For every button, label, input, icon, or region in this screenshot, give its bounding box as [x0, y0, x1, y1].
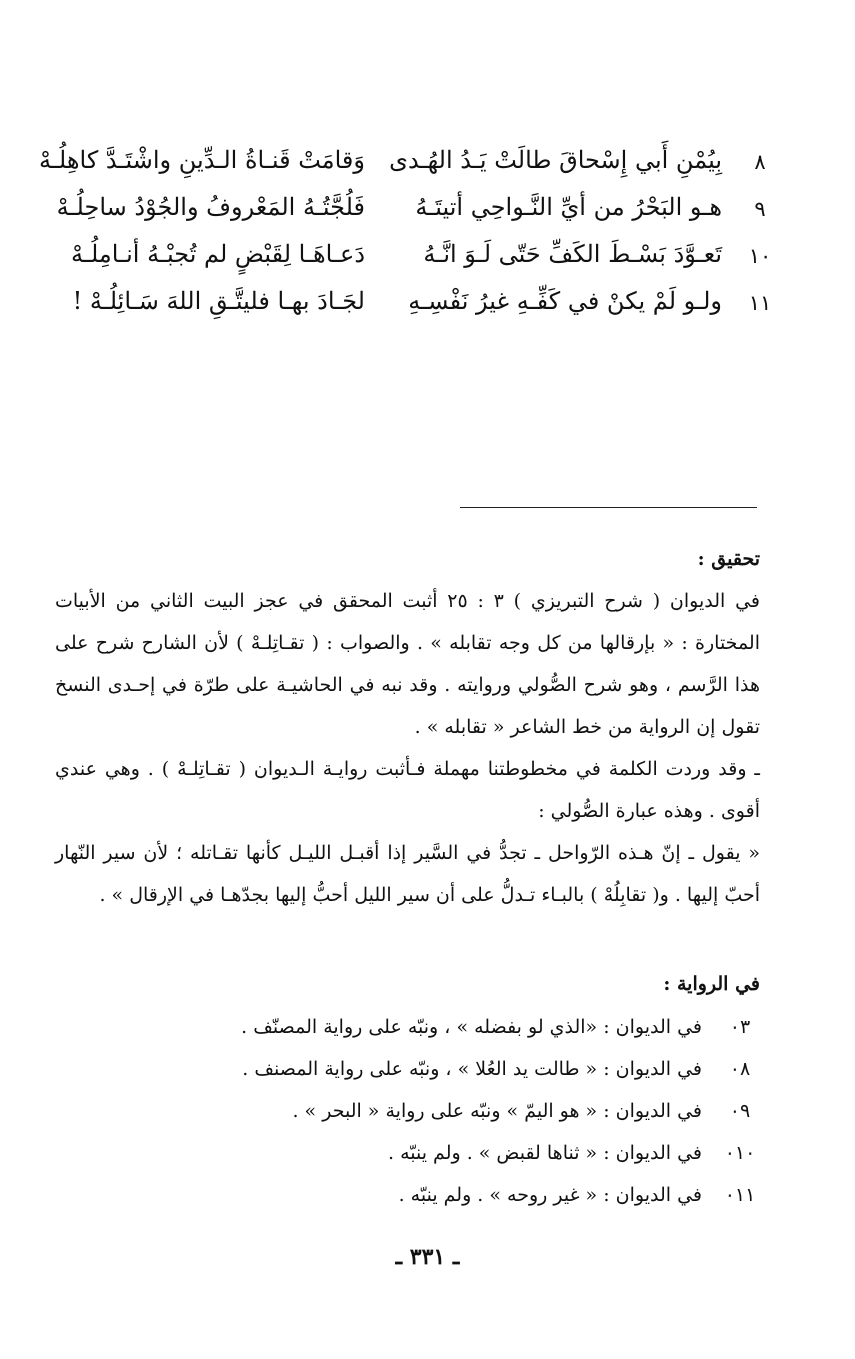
riwaya-item-number: ٠٩ [729, 1100, 751, 1122]
verse-second-hemistich: دَعـاهَـا لِقَبْضٍ لم تُجبْـهُ أنـامِلُـهْ [71, 240, 365, 268]
riwaya-item-number: ٠١١ [724, 1184, 756, 1206]
tahqiq-notes [55, 538, 760, 916]
verse-line [40, 146, 780, 193]
verse-first-hemistich: ولـو لَمْ يكنْ في كَفِّـهِ غيرُ نَفْسِـهِ [408, 287, 722, 315]
verse-first-hemistich: تَعـوَّدَ بَسْـطَ الكَفِّ حَتّى لَـوَ انَّـهُ [423, 240, 722, 268]
verse-number: ١١ [748, 291, 772, 315]
verse-first-hemistich: بِيُمْنِ أَبي إِسْحاقَ طالَتْ يَـدُ الهُـدى [389, 146, 722, 174]
notes-paragraph: ـ وقد وردت الكلمة في مخطوطتنا مهملة فـأثبت روايـة الـديوان ( تقـاتِلـهْ ) . وهي عندي أقوى . وهذه عبارة الصُّولي : [55, 758, 760, 822]
verse-first-hemistich: هـو البَحْرُ من أيِّ النَّـواحِي أتيتَـهُ [415, 193, 722, 221]
riwaya-section [55, 962, 760, 1216]
riwaya-item-text: في الديوان : « طالت يد العُلا » ، ونبّه على رواية المصنف . [242, 1058, 702, 1080]
verse-second-hemistich: فَلُجَّتُـهُ المَعْروفُ والجُوْدُ ساحِلُـهْ [56, 193, 365, 221]
verse-line [40, 240, 780, 287]
riwaya-item [55, 1174, 760, 1216]
riwaya-item-number: ٠١٠ [724, 1142, 756, 1164]
riwaya-item [55, 1048, 760, 1090]
riwaya-item-text: في الديوان : « غير روحه » . ولم ينبّه . [398, 1184, 702, 1206]
verse-line [40, 193, 780, 240]
notes-paragraph: « يقول ـ إنّ هـذه الرّواحل ـ تجدُّ في السَّير إذا أقبـل الليـل كأنها تقـاتله ؛ لأن سير النّهار أحبّ إليها . و( تقابِلُهْ ) بالبـاء تـدلُّ على أن سير الليل أحبُّ إليها بجدّهـا في الإرقال » . [55, 842, 760, 906]
footnote-divider [460, 507, 757, 508]
page-number: ـ ٣٣١ ـ [395, 1244, 460, 1270]
riwaya-item [55, 1090, 760, 1132]
riwaya-item-number: ٠٣ [729, 1016, 751, 1038]
verse-second-hemistich: لجَـادَ بهـا فليتَّـقِ اللهَ سَـائِلُـهْ ! [72, 287, 365, 315]
riwaya-item-number: ٠٨ [729, 1058, 751, 1080]
verse-number: ٩ [754, 197, 766, 221]
riwaya-item [55, 1132, 760, 1174]
tahqiq-heading: تحقيق : [697, 548, 760, 570]
riwaya-heading: في الرواية : [663, 973, 760, 995]
riwaya-item-text: في الديوان : « هو اليمّ » ونبّه على رواية « البحر » . [292, 1100, 702, 1122]
verse-number: ١٠ [748, 244, 772, 268]
verse-number: ٨ [754, 150, 766, 174]
notes-paragraph: في الديوان ( شرح التبريزي ) ٣ : ٢٥ أثبت المحقق في عجز البيت الثاني من الأبيات المختارة : « بإرقالها من كل وجه تقابله » . والصواب : ( تقـاتِلـهْ ) لأن الشارح شرح على هذا الرَّسم ، وهو شرح الصُّولي وروايته . وقد نبه في الحاشيـة على طرّة في إحـدى النسخ تقول إن الرواية من خط الشاعر « تقابله » . [55, 590, 760, 738]
verse-line [40, 287, 780, 334]
riwaya-item [55, 1006, 760, 1048]
verse-second-hemistich: وَقامَتْ قَنـاةُ الـدِّينِ واشْتَـدَّ كاهِلُـهْ [39, 146, 365, 174]
poem-verses [40, 146, 780, 334]
riwaya-item-text: في الديوان : «الذي لو بفضله » ، ونبّه على رواية المصنّف . [241, 1016, 702, 1038]
riwaya-item-text: في الديوان : « ثناها لقبض » . ولم ينبّه . [387, 1142, 702, 1164]
